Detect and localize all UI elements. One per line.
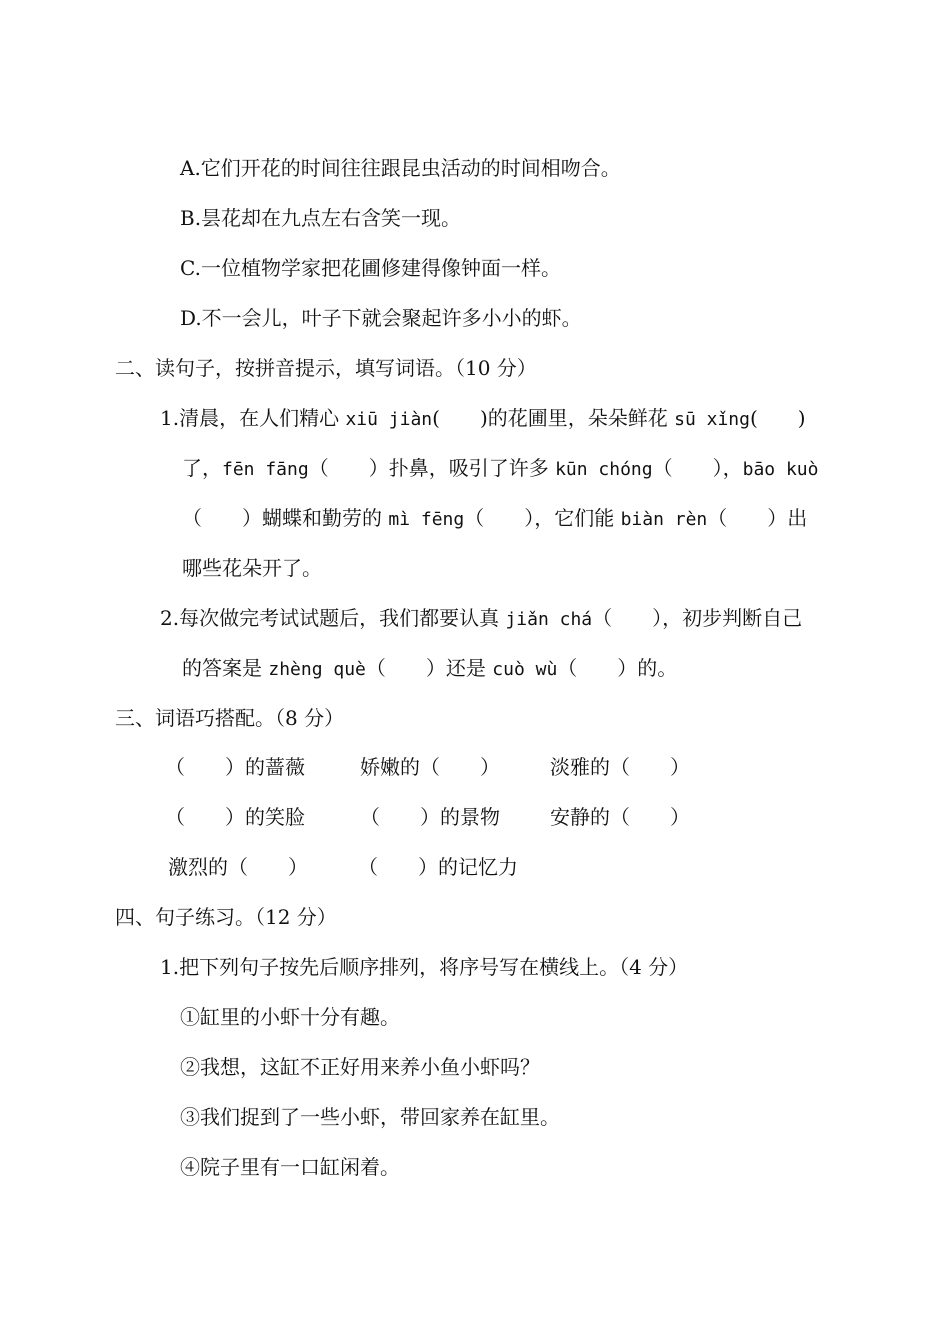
sentence-1: ①缸里的小虾十分有趣。 — [180, 1005, 400, 1029]
section-4-q1-title: 1.把下列句子按先后顺序排列，将序号写在横线上。（4 分） — [160, 955, 689, 979]
pinyin: jiǎn chá — [505, 609, 593, 630]
q1-text: ( ) — [749, 406, 806, 430]
section-4-title: 四、句子练习。（12 分） — [115, 905, 337, 929]
sentence-2: ②我想，这缸不正好用来养小鱼小虾吗？ — [180, 1055, 540, 1079]
match-item: （ ）的蔷薇 — [165, 755, 305, 779]
q1-text: （ ）扑鼻，吸引了许多 — [308, 456, 556, 480]
q1-line-3 — [182, 503, 807, 533]
q2-line-2 — [182, 653, 677, 683]
option-b: B.昙花却在九点左右含笑一现。 — [180, 206, 462, 230]
pinyin: kūn chóng — [555, 459, 653, 480]
match-item: （ ）的笑脸 — [165, 805, 305, 829]
q2-text: 2.每次做完考试试题后，我们都要认真 — [160, 606, 506, 630]
q1-text: 了， — [182, 456, 222, 480]
pinyin: fēn fāng — [222, 459, 309, 480]
q1-text: （ ）， — [652, 456, 743, 480]
match-item: 娇嫩的（ ） — [360, 755, 500, 779]
option-a: A.它们开花的时间往往跟昆虫活动的时间相吻合。 — [180, 156, 621, 180]
pinyin: xiū jiàn — [345, 409, 433, 430]
q2-line-1 — [160, 603, 802, 633]
q1-text: （ ）蝴蝶和勤劳的 — [182, 506, 389, 530]
q2-text: （ ）的。 — [557, 656, 678, 680]
match-item: （ ）的景物 — [360, 805, 500, 829]
pinyin: biàn rèn — [620, 509, 708, 530]
q1-line-1 — [160, 403, 806, 433]
q2-text: （ ）还是 — [365, 656, 493, 680]
q1-text: （ ），它们能 — [464, 506, 621, 530]
sentence-4: ④院子里有一口缸闲着。 — [180, 1155, 400, 1179]
sentence-3: ③我们捉到了一些小虾，带回家养在缸里。 — [180, 1105, 560, 1129]
match-item: （ ）的记忆力 — [358, 855, 518, 879]
match-item: 安静的（ ） — [550, 805, 690, 829]
option-d: D.不一会儿，叶子下就会聚起许多小小的虾。 — [180, 306, 582, 330]
match-item: 激烈的（ ） — [168, 855, 308, 879]
q1-text: ( )的花圃里，朵朵鲜花 — [432, 406, 675, 430]
q2-text: （ ），初步判断自己 — [592, 606, 803, 630]
pinyin: cuò wù — [492, 659, 558, 680]
q1-text: （ ）出 — [707, 506, 808, 530]
q1-line-4: 哪些花朵开了。 — [182, 556, 322, 580]
pinyin: mì fēng — [388, 509, 465, 530]
q1-line-2 — [182, 453, 818, 483]
q1-text: 1.清晨，在人们精心 — [160, 406, 346, 430]
q2-text: 的答案是 — [182, 656, 269, 680]
section-2-title: 二、读句子，按拼音提示，填写词语。（10 分） — [115, 356, 537, 380]
pinyin: zhèng què — [268, 659, 366, 680]
match-row-1 — [165, 752, 690, 782]
match-row-3 — [168, 852, 518, 882]
section-3-title: 三、词语巧搭配。（8 分） — [115, 706, 345, 730]
match-row-2 — [165, 802, 690, 832]
pinyin: sū xǐng — [674, 409, 750, 430]
match-item: 淡雅的（ ） — [550, 755, 690, 779]
option-c: C.一位植物学家把花圃修建得像钟面一样。 — [180, 256, 561, 280]
pinyin: bāo kuò — [742, 459, 819, 480]
